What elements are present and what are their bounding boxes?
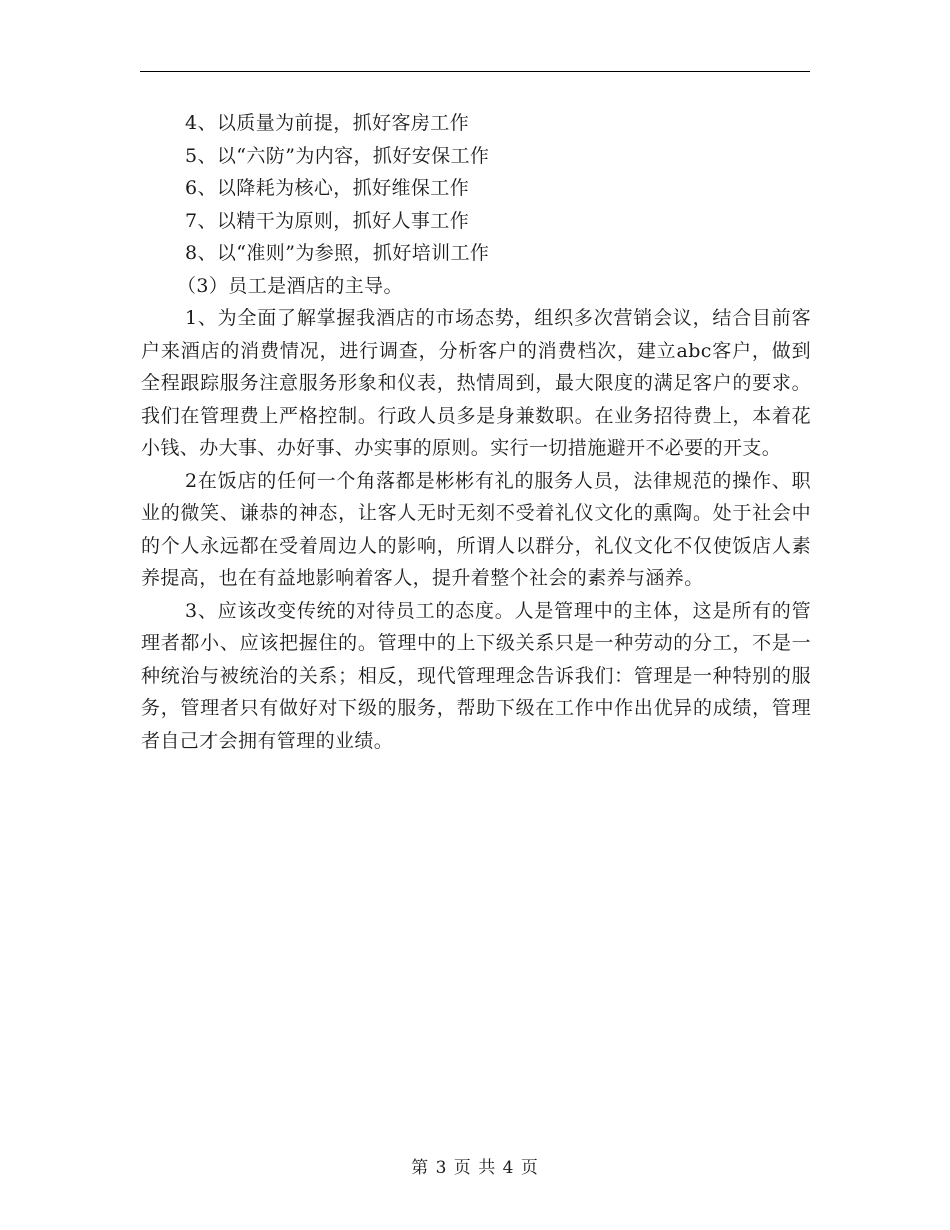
document-body: [141, 107, 811, 757]
list-item: 7、以精干为原则，抓好人事工作: [185, 209, 470, 232]
page-number: 第 3 页 共 4 页: [411, 1158, 539, 1178]
section-heading: （3）员工是酒店的主导。: [177, 274, 403, 297]
header-rule: [140, 71, 810, 72]
list-item: 8、以“准则”为参照，抓好培训工作: [185, 242, 490, 264]
list-item: 5、以“六防”为内容，抓好安保工作: [185, 144, 490, 167]
paragraph: 2在饭店的任何一个角落都是彬彬有礼的服务人员，法律规范的操作、职业的微笑、谦恭的神态，让客人无时无刻不受着礼仪文化的熏陶。处于社会中的个人永远都在受着周边人的影响，所谓人以群分，礼仪文化不仅使饭店人素养提高，也在有益地影响着客人，提升着整个社会的素养与涵养。: [141, 469, 811, 589]
paragraph: 3、应该改变传统的对待员工的态度。人是管理中的主体，这是所有的管理者都小、应该把握住的。管理中的上下级关系只是一种劳动的分工，不是一种统治与被统治的关系；相反，现代管理理念告诉我们：管理是一种特别的服务，管理者只有做好对下级的服务，帮助下级在工作中作出优异的成绩，管理者自己才会拥有管理的业绩。: [141, 599, 811, 752]
list-item: 4、以质量为前提，抓好客房工作: [185, 112, 470, 134]
list-item: 6、以降耗为核心，抓好维保工作: [185, 177, 470, 199]
paragraph: 1、为全面了解掌握我酒店的市场态势，组织多次营销会议，结合目前客户来酒店的消费情况，进行调查，分析客户的消费档次，建立abc客户，做到全程跟踪服务注意服务形象和仪表，热情周到，最大限度的满足客户的要求。我们在管理费上严格控制。行政人员多是身兼数职。在业务招待费上，本着花小钱、办大事、办好事、办实事的原则。实行一切措施避开不必要的开支。: [141, 307, 811, 459]
